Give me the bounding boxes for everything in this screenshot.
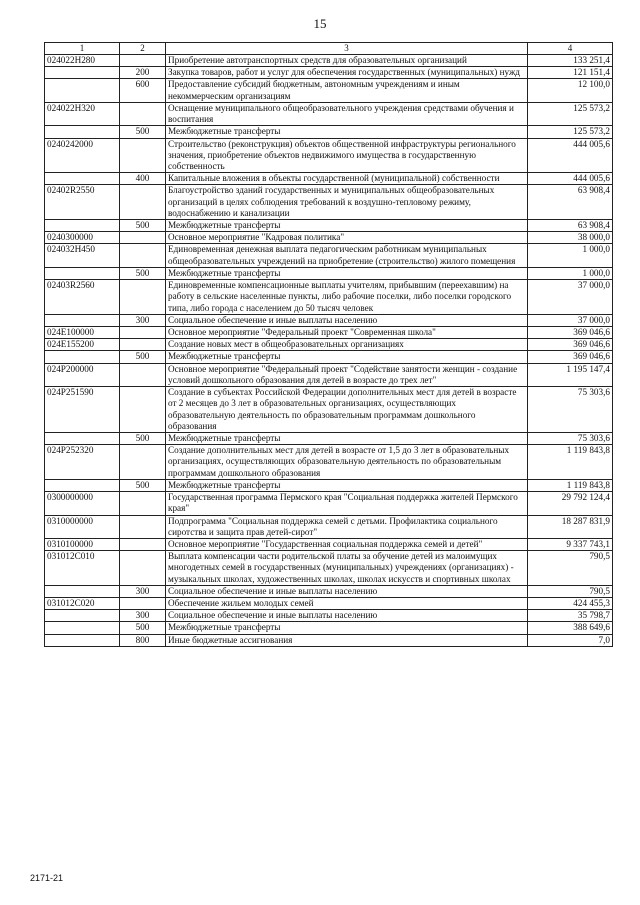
row-amount: 9 337 743,1 (528, 538, 613, 550)
row-expense-type: 200 (120, 67, 166, 79)
table-row (45, 515, 613, 538)
row-amount: 29 792 124,4 (528, 492, 613, 515)
row-name: Государственная программа Пермского края "Социальная поддержка жителей Пермского края" (166, 492, 528, 515)
row-amount: 1 119 843,8 (528, 479, 613, 491)
table-row (45, 634, 613, 646)
table-row (45, 67, 613, 79)
row-amount: 125 573,2 (528, 126, 613, 138)
row-amount: 444 005,6 (528, 138, 613, 173)
row-expense-type (120, 339, 166, 351)
row-amount: 37 000,0 (528, 314, 613, 326)
row-name: Межбюджетные трансферты (166, 267, 528, 279)
row-code (45, 173, 120, 185)
table-row (45, 538, 613, 550)
row-amount: 63 908,4 (528, 185, 613, 220)
row-name: Строительство (реконструкция) объектов общественной инфраструктуры регионального значения, приобретение объектов недвижимого имущества в государственную собственность (166, 138, 528, 173)
row-expense-type (120, 492, 166, 515)
row-amount: 790,5 (528, 551, 613, 586)
table-row (45, 585, 613, 597)
row-amount: 1 195 147,4 (528, 363, 613, 386)
row-code (45, 67, 120, 79)
row-expense-type: 500 (120, 622, 166, 634)
table-row (45, 622, 613, 634)
header-col-3: 3 (166, 43, 528, 55)
row-code (45, 126, 120, 138)
table-row (45, 244, 613, 267)
row-expense-type (120, 244, 166, 267)
table-row (45, 138, 613, 173)
row-amount: 75 303,6 (528, 432, 613, 444)
row-name: Оснащение муниципального общеобразовательного учреждения средствами обучения и воспитания (166, 102, 528, 125)
table-row (45, 551, 613, 586)
row-name: Основное мероприятие "Государственная социальная поддержка семей и детей" (166, 538, 528, 550)
row-amount: 75 303,6 (528, 387, 613, 433)
row-code: 024Р252320 (45, 445, 120, 480)
row-amount: 7,0 (528, 634, 613, 646)
row-code: 024Р200000 (45, 363, 120, 386)
row-code: 024Е155200 (45, 339, 120, 351)
row-name: Межбюджетные трансферты (166, 126, 528, 138)
table-row (45, 280, 613, 315)
row-name: Социальное обеспечение и иные выплаты населению (166, 585, 528, 597)
row-amount: 63 908,4 (528, 220, 613, 232)
row-code: 0240300000 (45, 232, 120, 244)
row-name: Обеспечение жильем молодых семей (166, 598, 528, 610)
row-code: 024Е100000 (45, 327, 120, 339)
row-expense-type: 300 (120, 610, 166, 622)
row-amount: 369 046,6 (528, 351, 613, 363)
table-row (45, 351, 613, 363)
row-expense-type (120, 232, 166, 244)
row-expense-type (120, 387, 166, 433)
row-expense-type (120, 185, 166, 220)
row-code (45, 314, 120, 326)
row-expense-type (120, 445, 166, 480)
row-name: Единовременная денежная выплата педагогическим работникам муниципальных общеобразовательных учреждений на приобретение (строительство) жилого помещения (166, 244, 528, 267)
row-amount: 125 573,2 (528, 102, 613, 125)
row-amount: 133 251,4 (528, 54, 613, 66)
row-code: 0310000000 (45, 515, 120, 538)
row-expense-type: 800 (120, 634, 166, 646)
header-col-2: 2 (120, 43, 166, 55)
row-expense-type: 600 (120, 79, 166, 102)
table-row (45, 185, 613, 220)
row-amount: 1 119 843,8 (528, 445, 613, 480)
header-col-4: 4 (528, 43, 613, 55)
budget-table (44, 42, 613, 647)
row-code: 024Р251590 (45, 387, 120, 433)
table-row (45, 492, 613, 515)
row-name: Капитальные вложения в объекты государственной (муниципальной) собственности (166, 173, 528, 185)
row-name: Социальное обеспечение и иные выплаты населению (166, 610, 528, 622)
row-code: 031012С020 (45, 598, 120, 610)
row-name: Приобретение автотранспортных средств для образовательных организаций (166, 54, 528, 66)
row-name: Социальное обеспечение и иные выплаты населению (166, 314, 528, 326)
row-expense-type: 500 (120, 479, 166, 491)
row-expense-type (120, 515, 166, 538)
row-code (45, 479, 120, 491)
row-expense-type: 500 (120, 351, 166, 363)
table-row (45, 314, 613, 326)
row-code (45, 622, 120, 634)
row-amount: 12 100,0 (528, 79, 613, 102)
row-expense-type (120, 54, 166, 66)
table-row (45, 445, 613, 480)
row-code: 031012С010 (45, 551, 120, 586)
row-amount: 121 151,4 (528, 67, 613, 79)
row-code: 0240242000 (45, 138, 120, 173)
row-amount: 388 649,6 (528, 622, 613, 634)
table-row (45, 220, 613, 232)
row-name: Межбюджетные трансферты (166, 351, 528, 363)
table-row (45, 232, 613, 244)
row-name: Межбюджетные трансферты (166, 220, 528, 232)
row-expense-type: 500 (120, 220, 166, 232)
row-code: 024022Н280 (45, 54, 120, 66)
table-row (45, 79, 613, 102)
row-name: Предоставление субсидий бюджетным, автономным учреждениям и иным некоммерческим организациям (166, 79, 528, 102)
row-amount: 444 005,6 (528, 173, 613, 185)
table-row (45, 363, 613, 386)
row-name: Межбюджетные трансферты (166, 432, 528, 444)
row-name: Благоустройство зданий государственных и муниципальных общеобразовательных организаций в целях соблюдения требований к воздушно-тепловому режиму, водоснабжению и канализации (166, 185, 528, 220)
row-code: 024022Н320 (45, 102, 120, 125)
table-row (45, 126, 613, 138)
page-number: 15 (313, 16, 327, 31)
row-name: Основное мероприятие "Федеральный проект "Содействие занятости женщин - создание условий дошкольного образования для детей в возрасте до трех лет" (166, 363, 528, 386)
row-expense-type (120, 138, 166, 173)
row-expense-type (120, 327, 166, 339)
row-expense-type (120, 538, 166, 550)
row-amount: 790,5 (528, 585, 613, 597)
table-row (45, 387, 613, 433)
row-name: Создание дополнительных мест для детей в возрасте от 1,5 до 3 лет в образовательных организациях, осуществляющих образовательную деятельность по образовательным программам дошкольного образования (166, 445, 528, 480)
row-name: Иные бюджетные ассигнования (166, 634, 528, 646)
row-code (45, 585, 120, 597)
row-expense-type (120, 598, 166, 610)
row-name: Основное мероприятие "Кадровая политика" (166, 232, 528, 244)
row-code: 024032Н450 (45, 244, 120, 267)
row-code: 02403R2560 (45, 280, 120, 315)
row-name: Основное мероприятие "Федеральный проект "Современная школа" (166, 327, 528, 339)
table-row (45, 267, 613, 279)
table-row (45, 598, 613, 610)
row-code (45, 220, 120, 232)
row-code (45, 634, 120, 646)
row-amount: 1 000,0 (528, 244, 613, 267)
row-name: Межбюджетные трансферты (166, 479, 528, 491)
row-expense-type: 300 (120, 585, 166, 597)
row-code (45, 267, 120, 279)
row-code (45, 610, 120, 622)
table-row (45, 610, 613, 622)
row-amount: 369 046,6 (528, 327, 613, 339)
row-name: Выплата компенсации части родительской платы за обучение детей из малоимущих многодетных семей в государственных (муниципальных) учреждениях (организациях) - музыкальных школах, художественных школах, школах искусств и спортивных школах (166, 551, 528, 586)
table-row (45, 102, 613, 125)
row-expense-type: 500 (120, 267, 166, 279)
row-name: Межбюджетные трансферты (166, 622, 528, 634)
table-row (45, 173, 613, 185)
row-code: 02402R2550 (45, 185, 120, 220)
row-amount: 1 000,0 (528, 267, 613, 279)
table-row (45, 339, 613, 351)
row-expense-type (120, 102, 166, 125)
row-code (45, 432, 120, 444)
row-amount: 18 287 831,9 (528, 515, 613, 538)
row-code (45, 351, 120, 363)
table-row (45, 479, 613, 491)
footer-code: 2171-21 (30, 873, 64, 883)
row-amount: 424 455,3 (528, 598, 613, 610)
table-body (45, 54, 613, 646)
row-expense-type (120, 363, 166, 386)
row-expense-type (120, 280, 166, 315)
row-expense-type (120, 551, 166, 586)
table-header-row (45, 43, 613, 55)
row-code: 0300000000 (45, 492, 120, 515)
row-amount: 35 798,7 (528, 610, 613, 622)
row-expense-type: 400 (120, 173, 166, 185)
row-amount: 38 000,0 (528, 232, 613, 244)
table-row (45, 432, 613, 444)
row-name: Закупка товаров, работ и услуг для обеспечения государственных (муниципальных) нужд (166, 67, 528, 79)
table-row (45, 327, 613, 339)
row-code: 0310100000 (45, 538, 120, 550)
row-name: Создание новых мест в общеобразовательных организациях (166, 339, 528, 351)
row-name: Создание в субъектах Российской Федерации дополнительных мест для детей в возрасте от 2 месяцев до 3 лет в образовательных организациях, осуществляющих образовательную деятельность по образовательным программам дошкольного образования (166, 387, 528, 433)
row-amount: 369 046,6 (528, 339, 613, 351)
row-name: Единовременные компенсационные выплаты учителям, прибывшим (переехавшим) на работу в сельские населенные пункты, либо рабочие поселки, либо поселки городского типа, либо города с населением до 50 тысяч человек (166, 280, 528, 315)
header-col-1: 1 (45, 43, 120, 55)
row-amount: 37 000,0 (528, 280, 613, 315)
row-expense-type: 500 (120, 432, 166, 444)
row-expense-type: 300 (120, 314, 166, 326)
row-name: Подпрограмма "Социальная поддержка семей с детьми. Профилактика социального сиротства и защита прав детей-сирот" (166, 515, 528, 538)
row-expense-type: 500 (120, 126, 166, 138)
row-code (45, 79, 120, 102)
table-row (45, 54, 613, 66)
